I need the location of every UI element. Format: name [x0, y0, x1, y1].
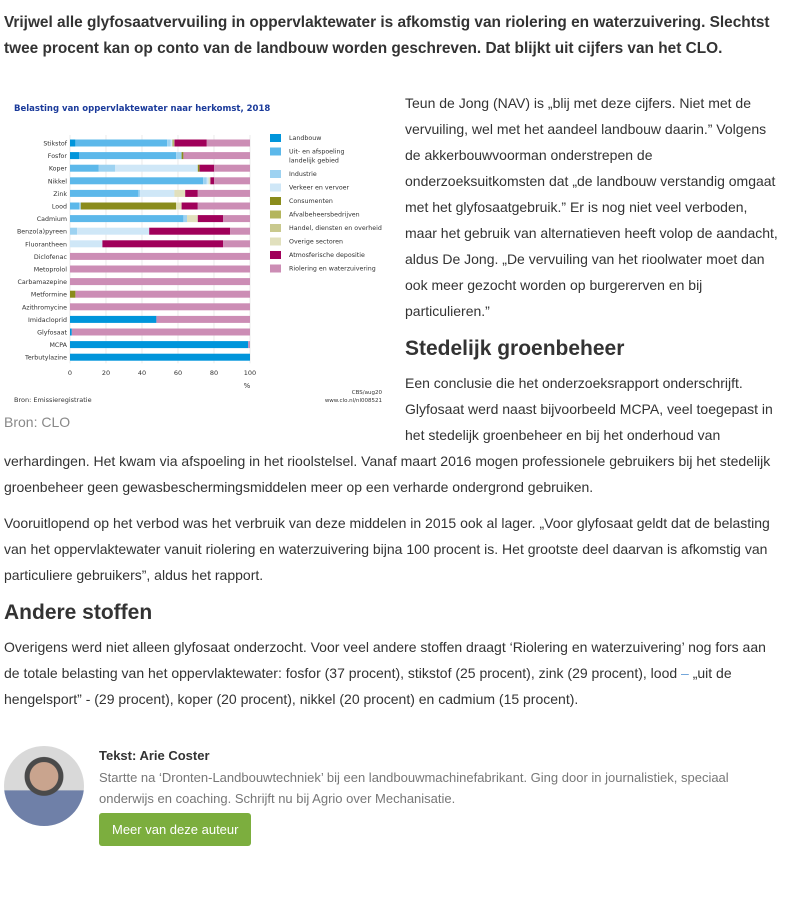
- bar-segment: [81, 203, 176, 210]
- bar-segment: [171, 140, 173, 147]
- bar-segment: [115, 165, 198, 172]
- bar-segment: [138, 190, 140, 197]
- chart-source: Bron: Emissieregistratie: [14, 396, 92, 404]
- bar-segment: [75, 291, 250, 298]
- author-avatar: [4, 746, 84, 826]
- bar-segment: [209, 177, 211, 184]
- bar-segment: [167, 140, 171, 147]
- bar-segment: [70, 240, 102, 247]
- y-category-label: Carbamazepine: [17, 279, 67, 287]
- bar-segment: [185, 190, 198, 197]
- y-category-label: Metformine: [30, 291, 67, 299]
- bar-segment: [207, 140, 250, 147]
- bar-segment: [70, 253, 250, 260]
- legend-swatch: [270, 170, 281, 178]
- bar-segment: [70, 291, 75, 298]
- x-tick-label: 20: [101, 369, 111, 378]
- bar-segment: [248, 341, 250, 348]
- author-name: Tekst: Arie Coster: [99, 748, 210, 763]
- author-box: [4, 742, 781, 846]
- y-category-label: Cadmium: [36, 216, 67, 224]
- paragraph: Vooruitlopend op het verbod was het verbruik van deze middelen in 2015 ook al lager. „Voor glyfosaat geldt dat de belasting van het oppervlaktewater vanuit riolering en waterzuivering bijna 100 procent is. Het grootste deel daarvan is afkomstig van particuliere gebruikers”, aldus het rapport.: [4, 515, 770, 583]
- bar-segment: [70, 228, 77, 235]
- paragraph: [4, 634, 781, 712]
- x-tick-label: 100: [243, 369, 257, 378]
- legend-label: Industrie: [289, 171, 317, 178]
- y-category-label: Nikkel: [47, 178, 67, 186]
- x-axis-label: %: [243, 382, 251, 390]
- bar-segment: [198, 190, 250, 197]
- x-tick-label: 40: [137, 369, 147, 378]
- heading-andere-stoffen: Andere stoffen: [4, 601, 153, 624]
- bar-segment: [70, 215, 183, 222]
- bar-segment: [70, 329, 72, 336]
- bar-segment: [156, 316, 250, 323]
- legend-label: Afvalbeheersbedrijven: [289, 211, 360, 219]
- legend-label: Uit- en afspoeling landelijk gebied: [289, 148, 345, 165]
- y-category-label: Fosfor: [47, 153, 67, 161]
- y-category-label: Fluorantheen: [25, 241, 67, 249]
- bar-segment: [72, 329, 250, 336]
- x-tick-label: 60: [173, 369, 183, 378]
- bar-segment: [70, 316, 156, 323]
- bar-segment: [70, 266, 250, 273]
- bar-segment: [214, 165, 250, 172]
- bar-segment: [140, 190, 174, 197]
- bar-segment: [70, 177, 203, 184]
- bar-segment: [70, 303, 250, 310]
- bar-segment: [174, 140, 175, 147]
- legend-label: Consumenten: [289, 198, 333, 205]
- y-category-label: Metoprolol: [33, 266, 67, 274]
- bar-segment: [198, 165, 200, 172]
- chart-figure: [0, 90, 400, 432]
- y-category-label: Terbutylazine: [25, 354, 67, 362]
- legend-swatch: [270, 238, 281, 246]
- y-category-label: Zink: [53, 190, 67, 198]
- bar-segment: [214, 177, 250, 184]
- bar-segment: [70, 203, 79, 210]
- dash: –: [681, 665, 689, 681]
- bar-segment: [183, 152, 250, 159]
- bar-segment: [187, 215, 198, 222]
- bar-segment: [176, 203, 181, 210]
- legend-label: Verkeer en vervoer: [289, 184, 350, 192]
- chart-credit: CBS/aug20: [351, 390, 382, 396]
- y-category-label: Lood: [51, 203, 67, 211]
- legend-swatch: [270, 134, 281, 142]
- y-category-label: Benzo(a)pyreen: [16, 228, 67, 236]
- bar-segment: [70, 165, 99, 172]
- more-from-author-button[interactable]: Meer van deze auteur: [99, 813, 251, 846]
- author-bio: Startte na ‘Dronten-Landbouwtechniek’ bij een landbouwmachinefabrikant. Ging door in journalistiek, speciaal onderwijs en coaching. Schrijft nu bij Agrio over Mechanisatie.: [99, 770, 729, 806]
- bar-segment: [79, 152, 176, 159]
- bar-segment: [210, 177, 214, 184]
- bar-segment: [70, 140, 75, 147]
- bar-segment: [207, 177, 209, 184]
- bar-segment: [75, 140, 167, 147]
- y-category-label: Azithromycine: [21, 304, 67, 312]
- legend-label: Landbouw: [289, 135, 322, 142]
- bar-segment: [173, 140, 174, 147]
- x-tick-label: 80: [209, 369, 219, 378]
- legend-label: Overige sectoren: [289, 238, 344, 246]
- paragraph-text: „uit de hengelsport” - (29 procent), koper (20 procent), nikkel (20 procent) en cadmium (15 procent).: [4, 665, 732, 707]
- y-category-label: Imidacloprid: [28, 316, 67, 324]
- legend-swatch: [270, 197, 281, 205]
- x-tick-label: 0: [67, 369, 73, 378]
- bar-segment: [182, 152, 184, 159]
- bar-segment: [70, 278, 250, 285]
- paragraph: Teun de Jong (NAV) is „blij met deze cijfers. Niet met de vervuiling, wel met het aandeel landbouw daarin.” Volgens de akkerbouwvoorman onderstrepen de onderzoeksuitkomsten dat „de landbouw verstandig omgaat met het glyfosaatgebruik.” Er is nog niet veel verboden, maar het gebruik van alternatieven heeft volop de aandacht, aldus De Jong. „De vervuiling van het rioolwater moet dan ook meer gezocht worden op burgererven en bij particulieren.”: [405, 95, 778, 319]
- bar-segment: [223, 240, 250, 247]
- y-category-label: MCPA: [49, 342, 67, 350]
- stacked-bar-chart: [0, 90, 400, 410]
- bar-segment: [77, 228, 149, 235]
- legend-label: Atmosferische depositie: [289, 252, 365, 259]
- legend-swatch: [270, 251, 281, 259]
- bar-segment: [70, 190, 138, 197]
- legend-swatch: [270, 224, 281, 232]
- legend-label: Riolering en waterzuivering: [289, 265, 376, 273]
- y-category-label: Diclofenac: [33, 253, 67, 261]
- bar-segment: [203, 177, 207, 184]
- bar-segment: [198, 203, 250, 210]
- bar-segment: [223, 215, 250, 222]
- heading-stedelijk-groenbeheer: Stedelijk groenbeheer: [405, 337, 625, 360]
- legend-label: Handel, diensten en overheid: [289, 225, 382, 232]
- figure-caption: Bron: CLO: [4, 414, 71, 430]
- bar-segment: [102, 240, 223, 247]
- y-category-label: Glyfosaat: [37, 329, 67, 337]
- bar-segment: [70, 341, 248, 348]
- bar-segment: [200, 165, 214, 172]
- bar-segment: [149, 228, 230, 235]
- y-category-label: Koper: [48, 165, 67, 173]
- article-intro: Vrijwel alle glyfosaatvervuiling in oppervlaktewater is afkomstig van riolering en waterzuivering. Slechtst twee procent kan op conto van de landbouw worden geschreven. Dat blijkt uit cijfers van het CLO.: [4, 14, 770, 57]
- bar-segment: [198, 215, 223, 222]
- y-category-label: Stikstof: [43, 140, 67, 148]
- bar-segment: [70, 354, 250, 361]
- legend-swatch: [270, 265, 281, 273]
- legend-swatch: [270, 211, 281, 219]
- bar-segment: [183, 215, 187, 222]
- bar-segment: [70, 152, 79, 159]
- bar-segment: [182, 203, 198, 210]
- bar-segment: [176, 152, 181, 159]
- paragraph: Een conclusie die het onderzoeksrapport onderschrijft. Glyfosaat werd naast bijvoorbeeld MCPA, veel toegepast in het stedelijk groenbeheer en bij het onderhoud van verhardingen. Het kwam via afspoeling in het rioolstelsel. Vanaf maart 2016 mogen professionele gebruikers bij het stedelijk groenbeheer geen gewasbeschermingsmiddelen meer op een verharde ondergrond gebruiken.: [4, 375, 773, 495]
- legend-swatch: [270, 184, 281, 192]
- legend-swatch: [270, 148, 281, 156]
- bar-segment: [79, 203, 81, 210]
- chart-title: Belasting van oppervlaktewater naar herkomst, 2018: [14, 104, 271, 114]
- chart-url: www.clo.nl/nl008521: [324, 398, 382, 404]
- bar-segment: [99, 165, 115, 172]
- bar-segment: [174, 190, 185, 197]
- bar-segment: [230, 228, 250, 235]
- bar-segment: [174, 140, 206, 147]
- paragraph-text: Overigens werd niet alleen glyfosaat onderzocht. Voor veel andere stoffen draagt ‘Riolering en waterzuivering’ nog fors aan de totale belasting van het oppervlaktewater: fosfor (37 procent), stikstof (25 procent), zink (29 procent), lood: [4, 639, 766, 681]
